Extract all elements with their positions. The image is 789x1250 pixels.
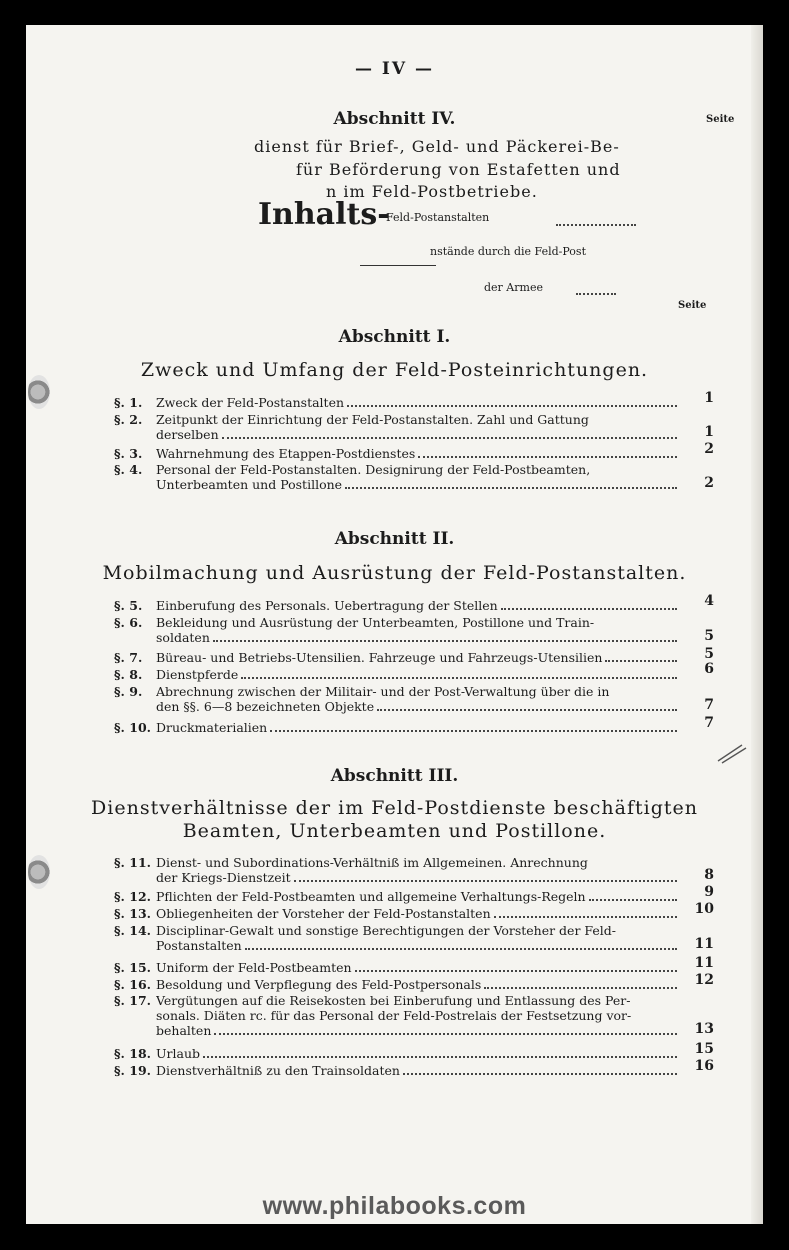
fragment-line-6: der Armee — [484, 281, 543, 294]
entry-number: §. 1. — [114, 395, 143, 410]
entry-text: Vergütungen auf die Reisekosten bei Einberufung und Entlassung des Per- — [156, 993, 631, 1008]
leader-dots — [589, 899, 677, 901]
entry-page: 13 — [694, 1021, 714, 1037]
leader-dots — [403, 1073, 677, 1075]
entry-text: Zweck der Feld-Postanstalten — [156, 395, 345, 410]
entry-text: Pflichten der Feld-Postbeamten und allgemeine Verhaltungs-Regeln — [156, 889, 586, 904]
entry-page: 1 — [704, 390, 714, 406]
leader-dots — [418, 456, 677, 458]
entry-number: §. 14. — [114, 923, 151, 938]
entry-page: 4 — [704, 593, 714, 609]
section-3-heading-line-1: Dienstverhältnisse der im Feld-Postdienste beschäftigten — [91, 797, 698, 819]
leader-dots — [203, 1056, 677, 1058]
entry-number: §. 11. — [114, 855, 151, 870]
section-3-title: Abschnitt III. — [330, 766, 459, 786]
leader-dots — [347, 405, 677, 407]
entry-number: §. 8. — [114, 667, 143, 682]
leader-dots — [484, 987, 677, 989]
page-number: — IV — — [355, 59, 434, 79]
entry-text: Abrechnung zwischen der Militair- und der Post-Verwaltung über die in — [156, 684, 610, 699]
entry-text-cont: Postanstalten — [156, 938, 242, 953]
seite-label: Seite — [678, 300, 707, 311]
leader-dots — [377, 709, 677, 711]
entry-page: 16 — [694, 1058, 714, 1074]
leader-dots — [270, 730, 677, 732]
entry-page: 6 — [704, 661, 714, 677]
entry-page: 2 — [704, 441, 714, 457]
entry-number: §. 19. — [114, 1063, 151, 1078]
pencil-mark — [716, 739, 750, 765]
fragment-line-1: dienst für Brief-, Geld- und Päckerei-Be- — [254, 137, 620, 156]
leader-dots — [494, 916, 677, 918]
fragment-dots-1 — [556, 224, 636, 227]
entry-text: Wahrnehmung des Etappen-Postdienstes — [156, 446, 416, 461]
leader-dots — [214, 1033, 677, 1035]
inhalts-underline — [360, 265, 436, 266]
fragment-line-5: nstände durch die Feld-Post — [430, 245, 586, 258]
entry-text: Besoldung und Verpflegung des Feld-Postpersonals — [156, 977, 482, 992]
fragment-line-3: n im Feld-Postbetriebe. — [326, 182, 538, 201]
entry-number: §. 2. — [114, 412, 143, 427]
entry-text: Dienst- und Subordinations-Verhältniß im Allgemeinen. Anrechnung — [156, 855, 588, 870]
leader-dots — [605, 660, 677, 662]
fragment-section-title: Abschnitt IV. — [333, 109, 456, 129]
entry-text: Dienstpferde — [156, 667, 239, 682]
punch-hole-bottom — [28, 855, 50, 889]
entry-page: 8 — [704, 867, 714, 883]
leader-dots — [501, 608, 677, 610]
section-1-heading: Zweck und Umfang der Feld-Posteinrichtungen. — [140, 359, 649, 381]
entry-number: §. 10. — [114, 720, 151, 735]
entry-page: 5 — [704, 628, 714, 644]
entry-text-cont: soldaten — [156, 630, 210, 645]
leader-dots — [213, 640, 677, 642]
entry-number: §. 5. — [114, 598, 143, 613]
entry-number: §. 3. — [114, 446, 143, 461]
entry-text-cont: behalten — [156, 1023, 212, 1038]
fragment-dots-2 — [576, 293, 616, 296]
entry-number: §. 6. — [114, 615, 143, 630]
entry-number: §. 18. — [114, 1046, 151, 1061]
document-page — [26, 25, 763, 1224]
leader-dots — [345, 487, 677, 489]
entry-number: §. 7. — [114, 650, 143, 665]
entry-page: 10 — [694, 901, 714, 917]
entry-page: 7 — [704, 715, 714, 731]
page-edge — [751, 25, 763, 1224]
entry-text: Disciplinar-Gewalt und sonstige Berechtigungen der Vorsteher der Feld- — [156, 923, 617, 938]
entry-text: Druckmaterialien — [156, 720, 268, 735]
entry-page: 15 — [694, 1041, 714, 1057]
entry-number: §. 15. — [114, 960, 151, 975]
entry-text-cont: den §§. 6—8 bezeichneten Objekte — [156, 699, 375, 714]
section-2-heading: Mobilmachung und Ausrüstung der Feld-Postanstalten. — [102, 562, 687, 584]
entry-text-cont: der Kriegs-Dienstzeit — [156, 870, 291, 885]
leader-dots — [241, 677, 677, 679]
entry-number: §. 4. — [114, 462, 143, 477]
entry-number: §. 9. — [114, 684, 143, 699]
entry-number: §. 16. — [114, 977, 151, 992]
entry-text-cont: Unterbeamten und Postillone — [156, 477, 343, 492]
fragment-line-2: für Beförderung von Estafetten und — [296, 160, 621, 179]
entry-page: 5 — [704, 646, 714, 662]
entry-text: Personal der Feld-Postanstalten. Designirung der Feld-Postbeamten, — [156, 462, 591, 477]
fragment-line-4: Feld-Postanstalten — [386, 211, 490, 224]
leader-dots — [245, 948, 677, 950]
entry-text: Urlaub — [156, 1046, 201, 1061]
leader-dots — [294, 880, 677, 882]
entry-text: Bekleidung und Ausrüstung der Unterbeamten, Postillone und Train- — [156, 615, 595, 630]
entry-text: Obliegenheiten der Vorsteher der Feld-Postanstalten — [156, 906, 491, 921]
entry-text-cont: sonals. Diäten rc. für das Personal der Feld-Postrelais der Festsetzung vor- — [156, 1008, 632, 1023]
entry-text: Einberufung des Personals. Uebertragung der Stellen — [156, 598, 498, 613]
entry-page: 2 — [704, 475, 714, 491]
entry-number: §. 13. — [114, 906, 151, 921]
entry-page: 7 — [704, 697, 714, 713]
leader-dots — [355, 970, 677, 972]
section-2-title: Abschnitt II. — [334, 529, 455, 549]
website-watermark: www.philabooks.com — [262, 1192, 527, 1220]
entry-text: Büreau- und Betriebs-Utensilien. Fahrzeuge und Fahrzeugs-Utensilien — [156, 650, 603, 665]
entry-number: §. 17. — [114, 993, 151, 1008]
entry-text: Dienstverhältniß zu den Trainsoldaten — [156, 1063, 400, 1078]
section-1-title: Abschnitt I. — [338, 327, 451, 347]
entry-text: Zeitpunkt der Einrichtung der Feld-Postanstalten. Zahl und Gattung — [156, 412, 589, 427]
entry-number: §. 12. — [114, 889, 151, 904]
entry-page: 1 — [704, 424, 714, 440]
leader-dots — [222, 437, 677, 439]
section-3-heading-line-2: Beamten, Unterbeamten und Postillone. — [182, 820, 607, 842]
entry-page: 12 — [694, 972, 714, 988]
entry-text: Uniform der Feld-Postbeamten — [156, 960, 352, 975]
entry-page: 9 — [704, 884, 714, 900]
entry-text-cont: derselben — [156, 427, 219, 442]
entry-page: 11 — [694, 936, 714, 952]
inhalts-heading: Inhalts- — [258, 197, 390, 232]
entry-page: 11 — [694, 955, 714, 971]
fragment-seite-label: Seite — [706, 114, 735, 125]
